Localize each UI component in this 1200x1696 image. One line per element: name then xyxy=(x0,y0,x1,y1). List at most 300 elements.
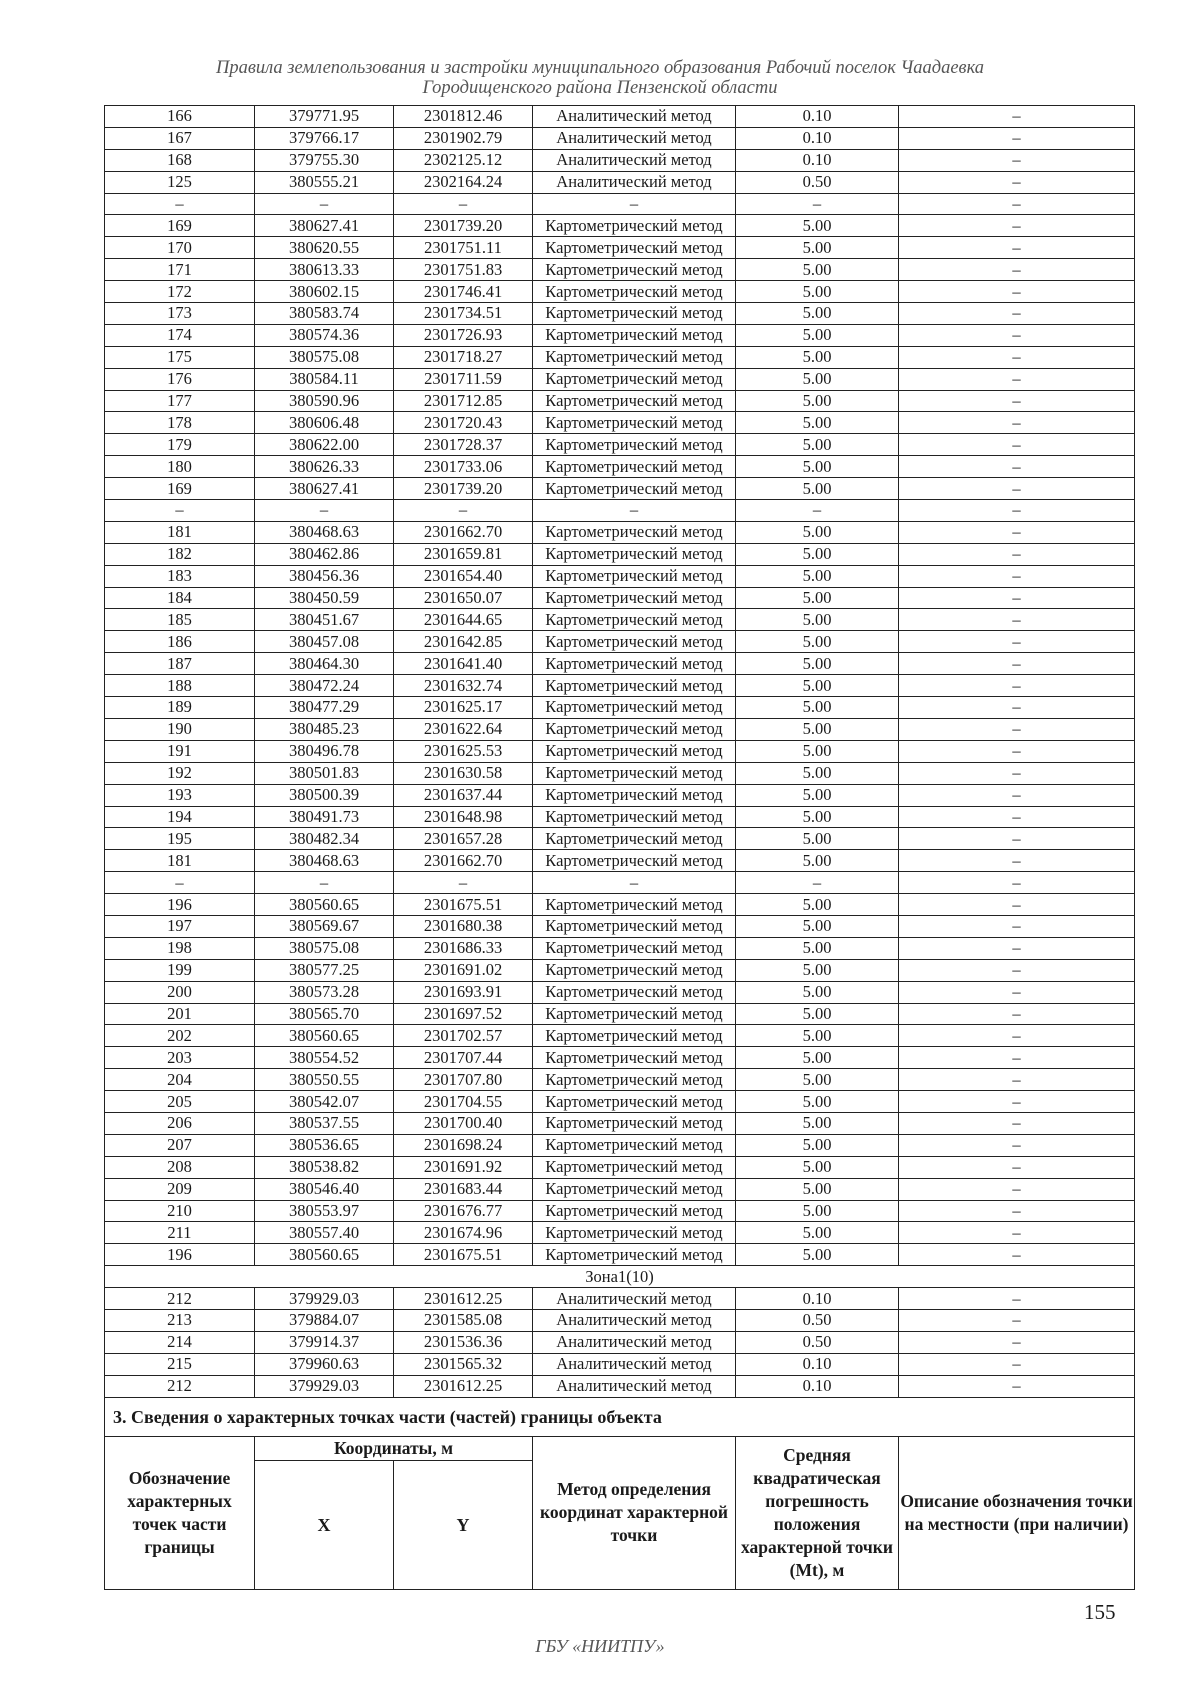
table-row xyxy=(105,565,1135,587)
table-cell: 5.00 xyxy=(736,828,899,850)
running-header xyxy=(0,58,1200,98)
table-cell: 380590.96 xyxy=(255,390,394,412)
table-cell: – xyxy=(899,390,1135,412)
table-cell: – xyxy=(899,872,1135,894)
table-cell: 2301683.44 xyxy=(394,1178,533,1200)
table-cell: Аналитический метод xyxy=(533,106,736,128)
table-row xyxy=(105,127,1135,149)
table-cell: – xyxy=(255,872,394,894)
table-cell: 5.00 xyxy=(736,1222,899,1244)
table-row xyxy=(105,1134,1135,1156)
table-row xyxy=(105,937,1135,959)
table-cell: 178 xyxy=(105,412,255,434)
table-cell: 380613.33 xyxy=(255,259,394,281)
table-cell: Аналитический метод xyxy=(533,1353,736,1375)
table-cell: 5.00 xyxy=(736,324,899,346)
table-cell: – xyxy=(899,259,1135,281)
table-cell: – xyxy=(105,500,255,522)
table-cell: – xyxy=(899,675,1135,697)
table-cell: 2301697.52 xyxy=(394,1003,533,1025)
table-cell: 380485.23 xyxy=(255,718,394,740)
table-cell: 2301675.51 xyxy=(394,1244,533,1266)
table-cell: – xyxy=(899,740,1135,762)
table-row xyxy=(105,412,1135,434)
table-cell: Картометрический метод xyxy=(533,1156,736,1178)
table-row xyxy=(105,1375,1135,1397)
table-cell: 380557.40 xyxy=(255,1222,394,1244)
table-cell: 380491.73 xyxy=(255,806,394,828)
table-cell: Картометрический метод xyxy=(533,587,736,609)
table-cell: 5.00 xyxy=(736,478,899,500)
table-cell: 202 xyxy=(105,1025,255,1047)
table-cell: Картометрический метод xyxy=(533,1200,736,1222)
table-cell: – xyxy=(899,1091,1135,1113)
table-cell: 5.00 xyxy=(736,368,899,390)
table-cell: 2301612.25 xyxy=(394,1375,533,1397)
table-cell: 379755.30 xyxy=(255,149,394,171)
table-cell: Картометрический метод xyxy=(533,1047,736,1069)
table-row xyxy=(105,894,1135,916)
table-cell: – xyxy=(899,237,1135,259)
table-cell: Картометрический метод xyxy=(533,1091,736,1113)
table-cell: 167 xyxy=(105,127,255,149)
table-cell: 0.50 xyxy=(736,1309,899,1331)
table-cell: – xyxy=(899,1375,1135,1397)
table-row xyxy=(105,456,1135,478)
table-cell: 185 xyxy=(105,609,255,631)
table-cell: – xyxy=(899,915,1135,937)
table-cell: 0.10 xyxy=(736,127,899,149)
table-cell: 210 xyxy=(105,1200,255,1222)
header-line-2: Городищенского района Пензенской области xyxy=(422,78,778,98)
table-cell: 380575.08 xyxy=(255,937,394,959)
table-row xyxy=(105,303,1135,325)
header-coordinates: Координаты, м xyxy=(255,1436,533,1460)
table-cell: – xyxy=(899,1331,1135,1353)
table-row xyxy=(105,1353,1135,1375)
table-cell: 379771.95 xyxy=(255,106,394,128)
header-error xyxy=(736,1436,899,1589)
table-cell: 5.00 xyxy=(736,412,899,434)
table-row xyxy=(105,1222,1135,1244)
table-cell: Картометрический метод xyxy=(533,565,736,587)
table-cell: 169 xyxy=(105,478,255,500)
table-cell: Картометрический метод xyxy=(533,478,736,500)
section-title: 3. Сведения о характерных точках части (частей) границы объекта xyxy=(105,1397,1135,1436)
table-cell: 2301711.59 xyxy=(394,368,533,390)
table-cell: 2301739.20 xyxy=(394,478,533,500)
table-cell: – xyxy=(105,872,255,894)
table-cell: 380500.39 xyxy=(255,784,394,806)
table-cell: 2301751.83 xyxy=(394,259,533,281)
zone-row xyxy=(105,1266,1135,1288)
table-cell: 379929.03 xyxy=(255,1375,394,1397)
table-cell: 2301648.98 xyxy=(394,806,533,828)
table-cell: – xyxy=(394,872,533,894)
table-cell: 5.00 xyxy=(736,456,899,478)
table-cell: – xyxy=(899,806,1135,828)
table-cell: Картометрический метод xyxy=(533,281,736,303)
table-cell: 201 xyxy=(105,1003,255,1025)
table-cell: – xyxy=(255,500,394,522)
table-cell: – xyxy=(255,193,394,215)
table-cell: – xyxy=(899,281,1135,303)
table-cell: – xyxy=(899,1025,1135,1047)
table-cell: – xyxy=(899,1244,1135,1266)
table-row xyxy=(105,193,1135,215)
table-cell: 380538.82 xyxy=(255,1156,394,1178)
table-cell: Картометрический метод xyxy=(533,981,736,1003)
table-cell: – xyxy=(899,1112,1135,1134)
header-x: X xyxy=(255,1460,394,1589)
table-cell: 205 xyxy=(105,1091,255,1113)
table-cell: 380482.34 xyxy=(255,828,394,850)
table-cell: Картометрический метод xyxy=(533,1025,736,1047)
table-row xyxy=(105,346,1135,368)
table-cell: 166 xyxy=(105,106,255,128)
table-cell: Картометрический метод xyxy=(533,456,736,478)
table-cell: 5.00 xyxy=(736,609,899,631)
table-cell: 380560.65 xyxy=(255,1025,394,1047)
table-cell: 2301728.37 xyxy=(394,434,533,456)
table-cell: 2301644.65 xyxy=(394,609,533,631)
table-row xyxy=(105,806,1135,828)
table-cell: 177 xyxy=(105,390,255,412)
table-cell: 209 xyxy=(105,1178,255,1200)
table-cell: 5.00 xyxy=(736,1047,899,1069)
table-cell: – xyxy=(394,193,533,215)
table-cell: – xyxy=(736,500,899,522)
table-cell: 5.00 xyxy=(736,697,899,719)
table-cell: – xyxy=(899,456,1135,478)
table-cell: 2301585.08 xyxy=(394,1309,533,1331)
table-cell: 5.00 xyxy=(736,1134,899,1156)
table-row xyxy=(105,981,1135,1003)
table-row xyxy=(105,1047,1135,1069)
table-row xyxy=(105,1112,1135,1134)
table-cell: 2301637.44 xyxy=(394,784,533,806)
table-cell: – xyxy=(899,368,1135,390)
table-cell: – xyxy=(899,412,1135,434)
table-cell: 5.00 xyxy=(736,1091,899,1113)
table-cell: 2301734.51 xyxy=(394,303,533,325)
table-cell: – xyxy=(899,500,1135,522)
table-row xyxy=(105,587,1135,609)
table-cell: 200 xyxy=(105,981,255,1003)
table-cell: Картометрический метод xyxy=(533,324,736,346)
table-cell: Картометрический метод xyxy=(533,675,736,697)
table-cell: 5.00 xyxy=(736,237,899,259)
table-cell: 212 xyxy=(105,1288,255,1310)
table-row xyxy=(105,1003,1135,1025)
table-cell: 5.00 xyxy=(736,346,899,368)
table-row xyxy=(105,215,1135,237)
table-cell: – xyxy=(899,1200,1135,1222)
table-cell: 192 xyxy=(105,762,255,784)
table-row xyxy=(105,959,1135,981)
table-cell: 170 xyxy=(105,237,255,259)
table-row xyxy=(105,390,1135,412)
table-cell: 380536.65 xyxy=(255,1134,394,1156)
table-cell: 197 xyxy=(105,915,255,937)
table-row xyxy=(105,149,1135,171)
table-cell: – xyxy=(899,1222,1135,1244)
table-cell: – xyxy=(736,193,899,215)
table-row xyxy=(105,1156,1135,1178)
table-cell: 2301691.92 xyxy=(394,1156,533,1178)
table-cell: 5.00 xyxy=(736,959,899,981)
table-cell: 5.00 xyxy=(736,1112,899,1134)
table-cell: – xyxy=(899,434,1135,456)
table-row xyxy=(105,762,1135,784)
table-cell: 187 xyxy=(105,653,255,675)
table-row xyxy=(105,368,1135,390)
table-cell: 195 xyxy=(105,828,255,850)
table-cell: 2301650.07 xyxy=(394,587,533,609)
table-cell: – xyxy=(899,565,1135,587)
table-row xyxy=(105,521,1135,543)
table-cell: 380626.33 xyxy=(255,456,394,478)
table-cell: 172 xyxy=(105,281,255,303)
table-cell: 380554.52 xyxy=(255,1047,394,1069)
table-cell: 380622.00 xyxy=(255,434,394,456)
page-number: 155 xyxy=(1084,1600,1116,1624)
table-cell: 204 xyxy=(105,1069,255,1091)
table-cell: Картометрический метод xyxy=(533,915,736,937)
table-cell: 196 xyxy=(105,1244,255,1266)
table-row xyxy=(105,1091,1135,1113)
table-cell: 2301707.80 xyxy=(394,1069,533,1091)
table-cell: 5.00 xyxy=(736,1178,899,1200)
table-cell: – xyxy=(899,1134,1135,1156)
table-cell: – xyxy=(899,653,1135,675)
table-cell: 2301654.40 xyxy=(394,565,533,587)
table-cell: Аналитический метод xyxy=(533,171,736,193)
table-cell: 198 xyxy=(105,937,255,959)
table-row xyxy=(105,1200,1135,1222)
table-cell: – xyxy=(899,1353,1135,1375)
table-row xyxy=(105,237,1135,259)
table-cell: Картометрический метод xyxy=(533,543,736,565)
table-cell: 2301733.06 xyxy=(394,456,533,478)
table-cell: – xyxy=(899,631,1135,653)
table-cell: 0.10 xyxy=(736,149,899,171)
table-cell: 2301712.85 xyxy=(394,390,533,412)
table-cell: 380468.63 xyxy=(255,521,394,543)
table-cell: 2301739.20 xyxy=(394,215,533,237)
table-row xyxy=(105,281,1135,303)
table-row xyxy=(105,718,1135,740)
table-cell: 380602.15 xyxy=(255,281,394,303)
table-cell: 2301632.74 xyxy=(394,675,533,697)
table-cell: Картометрический метод xyxy=(533,828,736,850)
table-cell: Картометрический метод xyxy=(533,1222,736,1244)
table-row xyxy=(105,1309,1135,1331)
zone-label: Зона1(10) xyxy=(105,1266,1135,1288)
table-cell: 380577.25 xyxy=(255,959,394,981)
table-row xyxy=(105,171,1135,193)
table-cell: 2301676.77 xyxy=(394,1200,533,1222)
table-cell: 0.10 xyxy=(736,1288,899,1310)
table-cell: – xyxy=(899,1288,1135,1310)
table-cell: 5.00 xyxy=(736,806,899,828)
table-cell: – xyxy=(899,1178,1135,1200)
table-cell: 380627.41 xyxy=(255,478,394,500)
table-cell: 5.00 xyxy=(736,981,899,1003)
table-cell: Картометрический метод xyxy=(533,1003,736,1025)
header-y: Y xyxy=(394,1460,533,1589)
table-row xyxy=(105,1069,1135,1091)
table-cell: 5.00 xyxy=(736,718,899,740)
table-cell: Картометрический метод xyxy=(533,631,736,653)
table-cell: 2301536.36 xyxy=(394,1331,533,1353)
table-cell: – xyxy=(899,106,1135,128)
table-cell: Картометрический метод xyxy=(533,412,736,434)
table-cell: – xyxy=(899,762,1135,784)
table-cell: 2302125.12 xyxy=(394,149,533,171)
table-cell: Картометрический метод xyxy=(533,434,736,456)
table-cell: 2301702.57 xyxy=(394,1025,533,1047)
table-cell: Картометрический метод xyxy=(533,937,736,959)
table-cell: 380584.11 xyxy=(255,368,394,390)
table-cell: – xyxy=(394,500,533,522)
table-cell: – xyxy=(899,850,1135,872)
table-cell: 2301698.24 xyxy=(394,1134,533,1156)
table-cell: – xyxy=(899,894,1135,916)
table-cell: – xyxy=(899,215,1135,237)
table-cell: Картометрический метод xyxy=(533,215,736,237)
table-cell: Аналитический метод xyxy=(533,149,736,171)
table-cell: Аналитический метод xyxy=(533,1309,736,1331)
table-cell: Картометрический метод xyxy=(533,390,736,412)
table-cell: 0.50 xyxy=(736,171,899,193)
table-cell: 2301704.55 xyxy=(394,1091,533,1113)
table-cell: 5.00 xyxy=(736,1069,899,1091)
table-cell: 213 xyxy=(105,1309,255,1331)
header-method: Метод определения координат характерной точки xyxy=(533,1436,736,1589)
table-cell: Картометрический метод xyxy=(533,259,736,281)
table-cell: – xyxy=(899,959,1135,981)
table-cell: 2301902.79 xyxy=(394,127,533,149)
table-cell: 380501.83 xyxy=(255,762,394,784)
table-cell: 5.00 xyxy=(736,675,899,697)
table-cell: 380560.65 xyxy=(255,1244,394,1266)
table-cell: 2301691.02 xyxy=(394,959,533,981)
table-cell: 380573.28 xyxy=(255,981,394,1003)
table-cell: Картометрический метод xyxy=(533,346,736,368)
table-cell: 380620.55 xyxy=(255,237,394,259)
table-cell: 5.00 xyxy=(736,521,899,543)
table-cell: – xyxy=(899,127,1135,149)
table-cell: 2301726.93 xyxy=(394,324,533,346)
table-row xyxy=(105,259,1135,281)
table-cell: Картометрический метод xyxy=(533,850,736,872)
table-row xyxy=(105,500,1135,522)
table-cell: Картометрический метод xyxy=(533,1134,736,1156)
table-row xyxy=(105,850,1135,872)
table-cell: 2301659.81 xyxy=(394,543,533,565)
table-cell: 379766.17 xyxy=(255,127,394,149)
table-cell: – xyxy=(899,587,1135,609)
table-cell: 203 xyxy=(105,1047,255,1069)
table-cell: Картометрический метод xyxy=(533,894,736,916)
table-cell: 5.00 xyxy=(736,281,899,303)
table-cell: Аналитический метод xyxy=(533,1331,736,1353)
table-cell: Картометрический метод xyxy=(533,697,736,719)
table-cell: 171 xyxy=(105,259,255,281)
table-cell: 2301642.85 xyxy=(394,631,533,653)
table-row xyxy=(105,543,1135,565)
header-row-1 xyxy=(105,1436,1135,1460)
table-cell: 379914.37 xyxy=(255,1331,394,1353)
table-cell: 5.00 xyxy=(736,740,899,762)
table-cell: 193 xyxy=(105,784,255,806)
table-cell: 190 xyxy=(105,718,255,740)
table-cell: 5.00 xyxy=(736,434,899,456)
table-cell: – xyxy=(899,609,1135,631)
table-cell: – xyxy=(899,937,1135,959)
table-row xyxy=(105,631,1135,653)
table-cell: 0.10 xyxy=(736,1375,899,1397)
table-cell: 5.00 xyxy=(736,543,899,565)
table-cell: 2301693.91 xyxy=(394,981,533,1003)
table-cell: 181 xyxy=(105,521,255,543)
table-cell: Картометрический метод xyxy=(533,237,736,259)
table-cell: 5.00 xyxy=(736,1025,899,1047)
zone-section xyxy=(105,1266,1135,1288)
table-cell: 215 xyxy=(105,1353,255,1375)
table-cell: 181 xyxy=(105,850,255,872)
table-row xyxy=(105,784,1135,806)
table-cell: – xyxy=(899,478,1135,500)
table-cell: 186 xyxy=(105,631,255,653)
table-cell: 184 xyxy=(105,587,255,609)
table-row xyxy=(105,1288,1135,1310)
table-cell: 2301720.43 xyxy=(394,412,533,434)
table-cell: 380472.24 xyxy=(255,675,394,697)
table-cell: 175 xyxy=(105,346,255,368)
table-cell: – xyxy=(105,193,255,215)
table-cell: 5.00 xyxy=(736,259,899,281)
table-cell: 176 xyxy=(105,368,255,390)
table-cell: 380546.40 xyxy=(255,1178,394,1200)
table-cell: – xyxy=(899,149,1135,171)
table-cell: 2301641.40 xyxy=(394,653,533,675)
table-row xyxy=(105,1025,1135,1047)
table-cell: 5.00 xyxy=(736,1200,899,1222)
table-cell: Картометрический метод xyxy=(533,740,736,762)
table-cell: 5.00 xyxy=(736,850,899,872)
table-row xyxy=(105,697,1135,719)
table-cell: – xyxy=(899,193,1135,215)
table-cell: 379960.63 xyxy=(255,1353,394,1375)
table-cell: 380627.41 xyxy=(255,215,394,237)
table-cell: Картометрический метод xyxy=(533,718,736,740)
table-cell: 2301625.17 xyxy=(394,697,533,719)
table-cell: – xyxy=(899,1047,1135,1069)
table-cell: 380555.21 xyxy=(255,171,394,193)
table-cell: 2301662.70 xyxy=(394,850,533,872)
table-cell: 196 xyxy=(105,894,255,916)
table-cell: Аналитический метод xyxy=(533,1288,736,1310)
table-cell: 380468.63 xyxy=(255,850,394,872)
table-cell: 180 xyxy=(105,456,255,478)
table-cell: 189 xyxy=(105,697,255,719)
table-row xyxy=(105,478,1135,500)
table-cell: – xyxy=(899,303,1135,325)
table-cell: 5.00 xyxy=(736,565,899,587)
table-cell: 5.00 xyxy=(736,937,899,959)
